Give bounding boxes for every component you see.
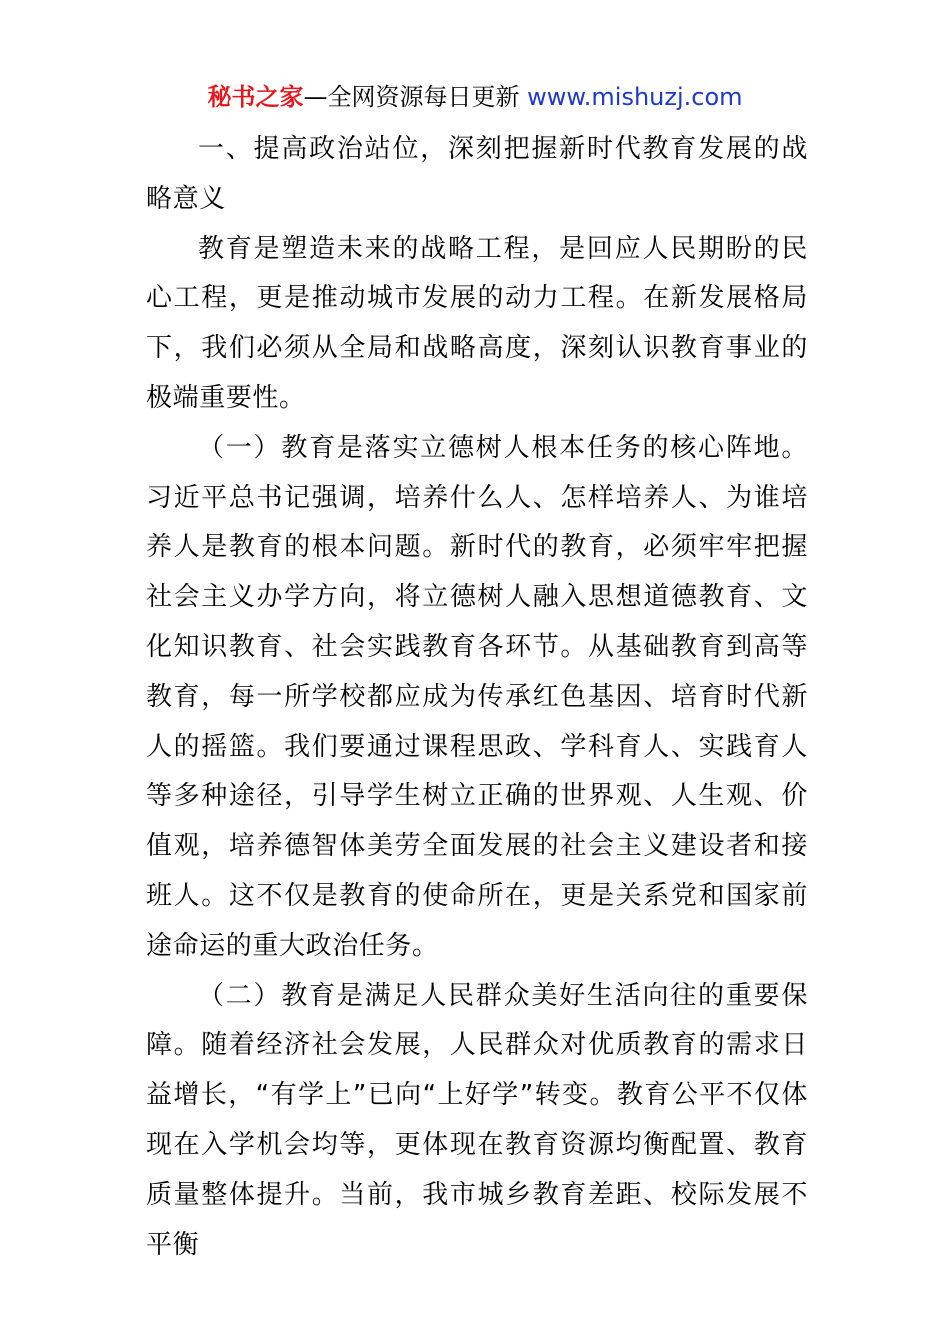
- body-paragraph: 教育是塑造未来的战略工程，是回应人民期盼的民心工程，更是推动城市发展的动力工程。在新发展格局下，我们必须从全局和战略高度，深刻认识教育事业的极端重要性。: [146, 233, 808, 413]
- document-body: [146, 125, 808, 1270]
- site-header: [0, 80, 950, 114]
- body-paragraph: （一）教育是落实立德树人根本任务的核心阵地。习近平总书记强调，培养什么人、怎样培养人、为谁培养人是教育的根本问题。新时代的教育，必须牢牢把握社会主义办学方向，将立德树人融入思想道德教育、文化知识教育、社会实践教育各环节。从基础教育到高等教育，每一所学校都应成为传承红色基因、培育时代新人的摇篮。我们要通过课程思政、学科育人、实践育人等多种途径，引导学生树立正确的世界观、人生观、价值观，培养德智体美劳全面发展的社会主义建设者和接班人。这不仅是教育的使命所在，更是关系党和国家前途命运的重大政治任务。: [146, 432, 808, 961]
- section-heading: 一、提高政治站位，深刻把握新时代教育发展的战略意义: [146, 134, 808, 214]
- site-tagline: —全网资源每日更新: [303, 83, 528, 111]
- site-brand: 秘书之家: [207, 83, 304, 111]
- site-url-link[interactable]: www.mishuzj.com: [527, 83, 743, 111]
- body-paragraph: （二）教育是满足人民群众美好生活向往的重要保障。随着经济社会发展，人民群众对优质教育的需求日益增长，“有学上”已向“上好学”转变。教育公平不仅体现在入学机会均等，更体现在教育资源均衡配置、教育质量整体提升。当前，我市城乡教育差距、校际发展不平衡: [146, 980, 808, 1260]
